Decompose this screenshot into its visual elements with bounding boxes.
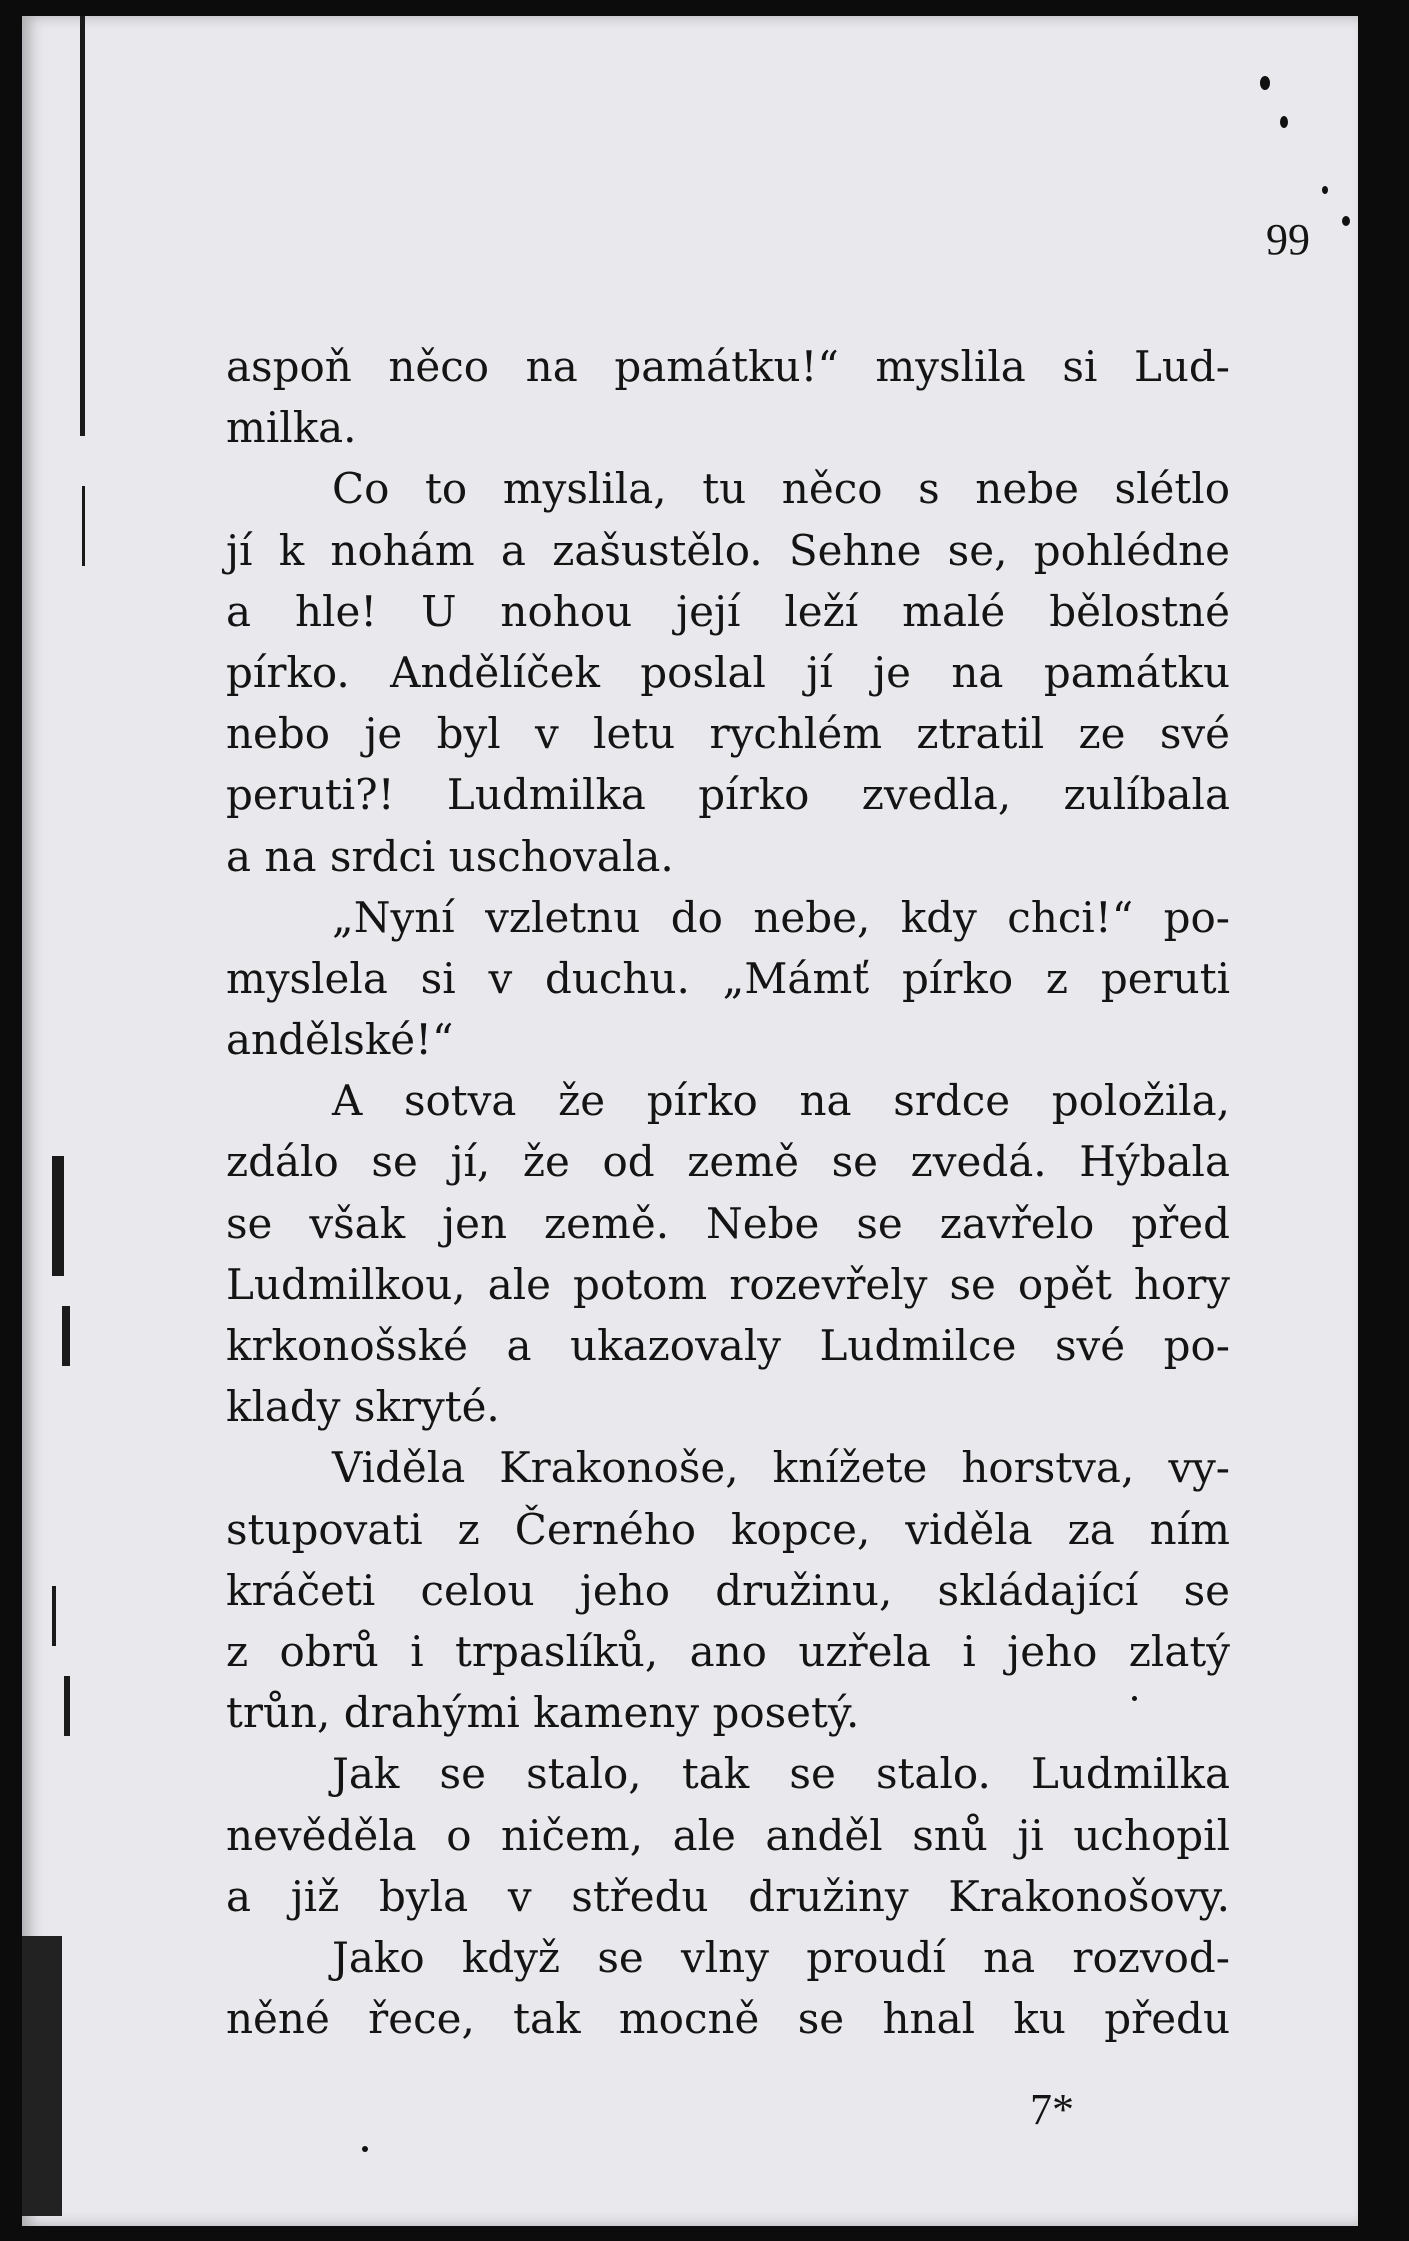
text-line: Viděla Krakonoše, knížete horstva, vy- [332, 1443, 1230, 1493]
text-line: a hle! U nohou její leží malé bělostné [226, 586, 1230, 636]
text-line: trůn, drahými kameny posetý. [226, 1688, 860, 1738]
text-line: Jako když se vlny proudí na rozvod- [332, 1932, 1230, 1982]
binding-shadow [82, 486, 85, 566]
ink-speck [1280, 116, 1288, 128]
text-line: stupovati z Černého kopce, viděla za ním [226, 1504, 1230, 1554]
binding-shadow [52, 1156, 64, 1276]
text-line: se však jen země. Nebe se zavřelo před [226, 1198, 1230, 1248]
ink-speck [1342, 216, 1350, 226]
text-line: milka. [226, 403, 357, 453]
ink-speck [1260, 76, 1270, 90]
ink-speck [1322, 186, 1328, 194]
text-line: a na srdci uschovala. [226, 831, 674, 881]
text-line: Ludmilkou, ale potom rozevřely se opět hory [226, 1259, 1230, 1309]
text-line: aspoň něco na památku!“ myslila si Lud- [226, 342, 1230, 391]
binding-shadow [64, 1676, 70, 1736]
text-line: Jak se stalo, tak se stalo. Ludmilka [332, 1749, 1230, 1799]
page-number: 99 [1266, 215, 1310, 264]
text-line: Co to myslila, tu něco s nebe slétlo [332, 464, 1230, 514]
text-line: „Nyní vzletnu do nebe, kdy chci!“ po- [332, 892, 1230, 942]
text-line: andělské!“ [226, 1015, 454, 1065]
text-line: nebo je byl v letu rychlém ztratil ze své [226, 709, 1230, 759]
text-line: pírko. Andělíček poslal jí je na památku [226, 647, 1230, 697]
text-line: jí k nohám a zašustělo. Sehne se, pohlédne [226, 525, 1230, 575]
binding-shadow [80, 16, 85, 436]
ink-speck [362, 2146, 368, 2152]
text-line: krkonošské a ukazovaly Ludmilce své po- [226, 1321, 1230, 1370]
binding-shadow [62, 1306, 70, 1366]
text-line: peruti?! Ludmilka pírko zvedla, zulíbala [226, 770, 1230, 820]
text-line: klady skryté. [226, 1382, 500, 1432]
body-text [226, 336, 1230, 2049]
signature-mark: 7* [1030, 2085, 1074, 2134]
text-line: zdálo se jí, že od země se zvedá. Hýbala [226, 1137, 1230, 1187]
text-line: myslela si v duchu. „Mámť pírko z peruti [226, 953, 1230, 1003]
binding-shadow [22, 1936, 62, 2216]
book-page [22, 16, 1358, 2226]
text-line: kráčeti celou jeho družinu, skládající se [226, 1565, 1230, 1615]
binding-shadow [52, 1586, 56, 1646]
text-line: a již byla v středu družiny Krakonošovy. [226, 1871, 1230, 1921]
text-line: nevěděla o ničem, ale anděl snů ji uchopil [226, 1810, 1230, 1860]
text-line: z obrů i trpaslíků, ano uzřela i jeho zlatý [226, 1626, 1230, 1676]
text-line: něné řece, tak mocně se hnal ku předu [226, 1994, 1230, 2044]
text-line: A sotva že pírko na srdce položila, [332, 1076, 1230, 1126]
